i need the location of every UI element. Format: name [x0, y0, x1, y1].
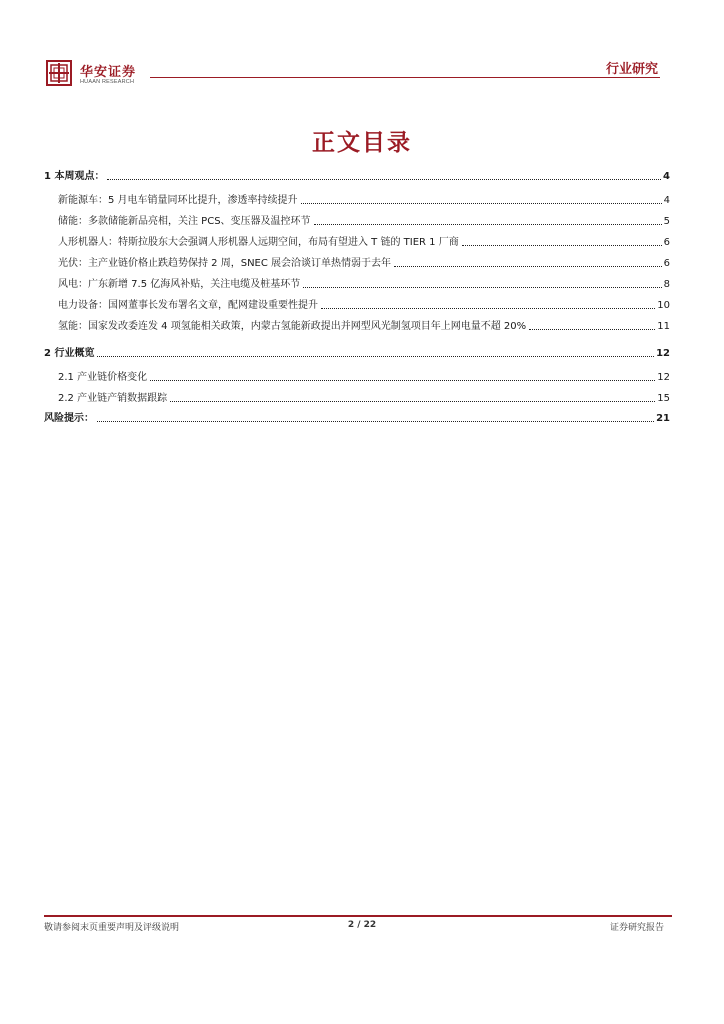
toc-entry-risk[interactable] [44, 408, 670, 426]
toc-entry-title: 风险提示： [44, 413, 94, 424]
toc-entry-page: 8 [663, 279, 670, 290]
toc-entry-title: 电力设备：国网董事长发布署名文章，配网建设重要性提升 [58, 300, 318, 311]
toc-entry-storage[interactable] [58, 211, 670, 229]
page-number: 2 / 22 [347, 920, 377, 930]
toc-entry-title: 2.1 产业链价格变化 [58, 372, 148, 383]
toc-dot-leader [150, 380, 655, 381]
brand-name: 华安证券 [80, 65, 137, 80]
seal-logo-icon [46, 60, 72, 86]
toc-dot-leader [462, 245, 662, 246]
report-category: 行业研究 [605, 62, 658, 77]
toc-entry-ev[interactable] [58, 190, 670, 208]
toc-entry-power[interactable] [58, 295, 670, 313]
toc-dot-leader [170, 401, 655, 402]
toc-dot-leader [97, 356, 654, 357]
footer-disclaimer: 敬请参阅末页重要声明及评级说明 [44, 923, 180, 933]
toc-entry-page: 6 [663, 237, 670, 248]
toc-entry-wind[interactable] [58, 274, 670, 292]
toc-entry-page: 12 [657, 372, 670, 383]
toc-entry-page: 15 [657, 393, 670, 404]
toc-entry-section-1[interactable] [44, 166, 670, 184]
toc-entry-title: 风电：广东新增 7.5 亿海风补贴，关注电缆及桩基环节 [58, 279, 301, 290]
toc-dot-leader [321, 308, 655, 309]
footer-divider [44, 915, 672, 917]
toc-entry-title: 2 行业概览 [44, 348, 95, 359]
toc-entry-page: 10 [657, 300, 670, 311]
brand-subtitle: HUAAN RESEARCH [80, 79, 135, 85]
company-logo [46, 60, 146, 86]
toc-entry-title: 人形机器人：特斯拉股东大会强调人形机器人远期空间，布局有望进入 T 链的 TIER 1 厂商 [58, 237, 459, 248]
toc-entry-production-tracking[interactable] [58, 388, 670, 406]
toc-entry-page: 11 [657, 321, 670, 332]
toc-entry-page: 21 [656, 413, 670, 424]
toc-dot-leader [107, 179, 661, 180]
toc-entry-title: 新能源车：5 月电车销量同环比提升，渗透率持续提升 [58, 195, 298, 206]
toc-dot-leader [303, 287, 661, 288]
toc-entry-hydrogen[interactable] [58, 316, 670, 334]
toc-entry-title: 光伏：主产业链价格止跌趋势保持 2 周，SNEC 展会洽谈订单热情弱于去年 [58, 258, 392, 269]
toc-dot-leader [301, 203, 662, 204]
toc-dot-leader [394, 266, 662, 267]
toc-entry-robot[interactable] [58, 232, 670, 250]
toc-dot-leader [97, 421, 654, 422]
toc-entry-page: 12 [656, 348, 670, 359]
toc-entry-title: 2.2 产业链产销数据跟踪 [58, 393, 168, 404]
report-type: 证券研究报告 [609, 923, 664, 933]
toc-dot-leader [314, 224, 662, 225]
toc-entry-section-2[interactable] [44, 343, 670, 361]
toc-entry-page: 4 [663, 171, 670, 182]
toc-entry-pv[interactable] [58, 253, 670, 271]
toc-entry-title: 氢能：国家发改委连发 4 项氢能相关政策，内蒙古氢能新政提出并网型风光制氢项目年上网电量不超 20% [58, 321, 527, 332]
page-title: 正文目录 [312, 130, 412, 156]
toc-entry-page: 5 [663, 216, 670, 227]
toc-entry-price-changes[interactable] [58, 367, 670, 385]
toc-entry-title: 1 本周观点： [44, 171, 105, 182]
toc-entry-page: 6 [663, 258, 670, 269]
header-divider [150, 77, 660, 78]
toc-dot-leader [529, 329, 655, 330]
toc-entry-page: 4 [663, 195, 670, 206]
toc-entry-title: 储能：多款储能新品亮相，关注 PCS、变压器及温控环节 [58, 216, 311, 227]
